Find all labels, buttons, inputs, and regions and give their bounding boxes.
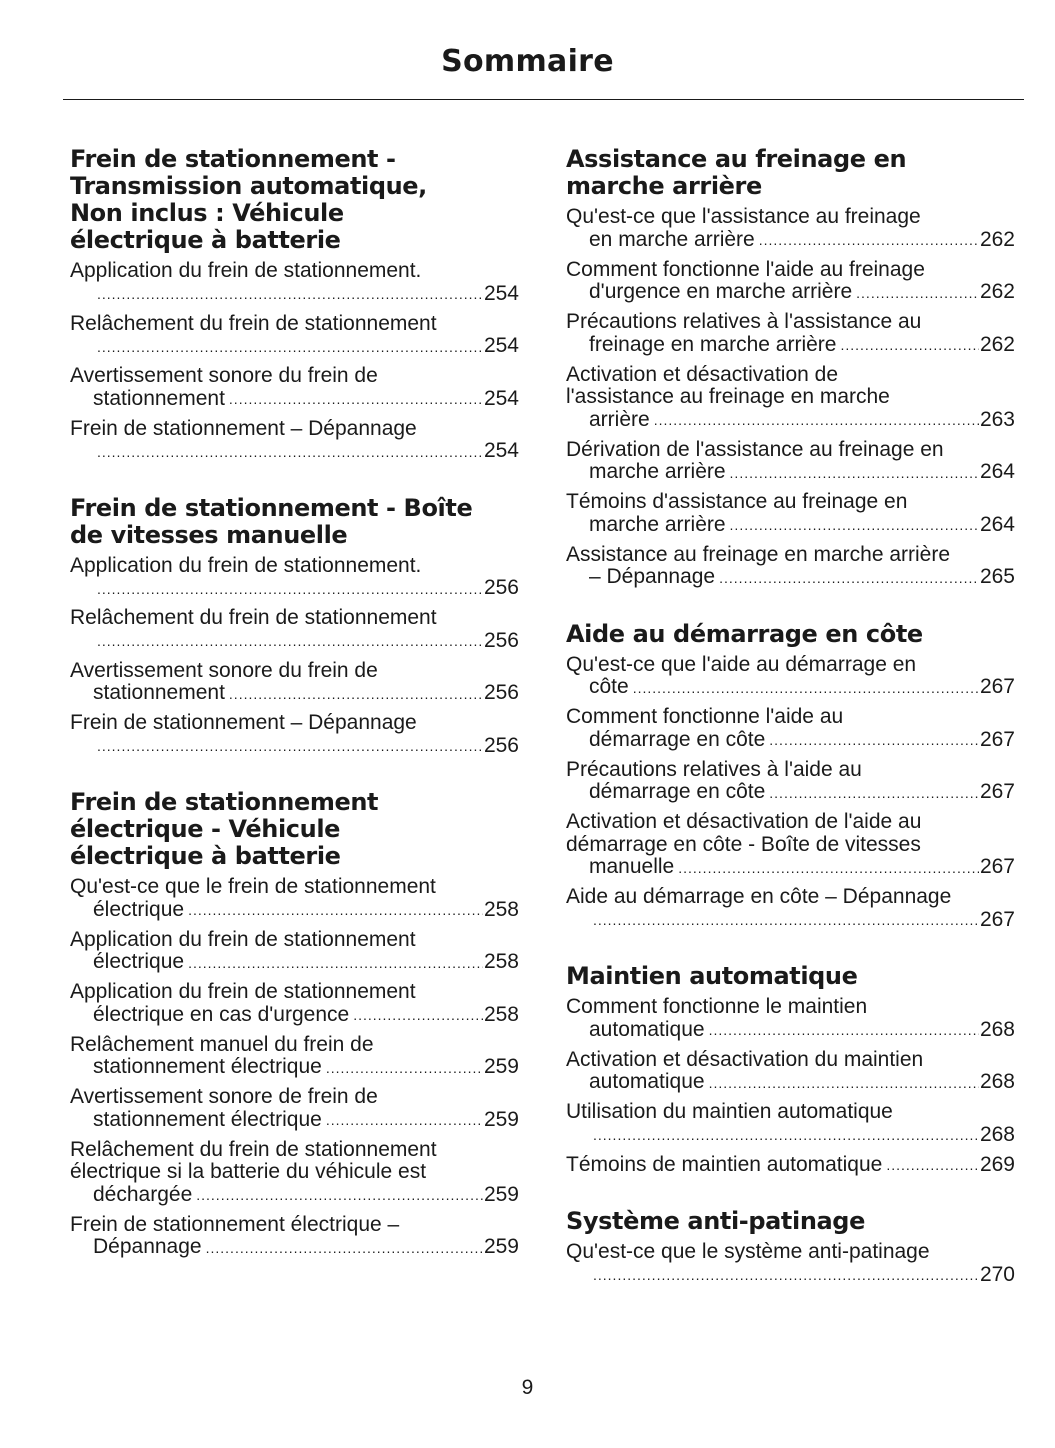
toc-entry-text: Relâchement manuel du frein de <box>70 1032 374 1056</box>
dot-leaders <box>326 1111 483 1129</box>
toc-entry[interactable] <box>566 364 1015 432</box>
dot-leaders <box>229 390 483 408</box>
toc-entry-leader-row <box>589 281 1015 304</box>
toc-entry-text: Avertissement sonore de frein de <box>70 1085 378 1108</box>
toc-page-number: 256 <box>483 733 519 757</box>
toc-entry-leader-row <box>589 676 1015 699</box>
toc-entry[interactable] <box>70 418 519 463</box>
toc-entry-text: Témoins de maintien automatique <box>566 1152 883 1176</box>
section-title-line: Maintien automatique <box>566 962 858 990</box>
toc-section <box>70 146 519 463</box>
toc-entry-text: Comment fonctionne l'aide au freinage <box>566 257 925 281</box>
toc-page-number: 267 <box>979 727 1015 751</box>
toc-page-number: 254 <box>483 439 519 462</box>
toc-entry[interactable] <box>70 1034 519 1079</box>
toc-entry-leader-row <box>566 1154 1015 1177</box>
toc-entry-text: manuelle <box>589 855 675 878</box>
toc-section <box>70 495 519 758</box>
toc-entry-text: freinage en marche arrière <box>589 332 837 356</box>
toc-entry-text: stationnement électrique <box>93 1107 322 1131</box>
toc-page-number: 267 <box>979 907 1015 931</box>
toc-entry-text: Précautions relatives à l'assistance au <box>566 310 922 333</box>
toc-entry-leader-row <box>93 1109 519 1132</box>
toc-entry-leader-row <box>93 283 519 306</box>
toc-entry-leader-row <box>93 388 519 411</box>
toc-entry-text: Frein de stationnement électrique – <box>70 1212 400 1236</box>
toc-entry-leader-row <box>589 1071 1015 1094</box>
toc-entry-text: marche arrière <box>589 512 726 536</box>
toc-entry-text: Frein de stationnement – Dépannage <box>70 416 417 440</box>
toc-entry-text: Comment fonctionne l'aide au <box>566 705 844 728</box>
toc-page-number: 267 <box>979 675 1015 698</box>
toc-page-number: 264 <box>979 460 1015 483</box>
toc-page-number: 265 <box>979 565 1015 588</box>
toc-entry-leader-row <box>589 461 1015 484</box>
toc-entry-text: Témoins d'assistance au freinage en <box>566 490 908 513</box>
toc-entry[interactable] <box>566 1101 1015 1146</box>
toc-page-number: 254 <box>483 281 519 305</box>
toc-entry[interactable] <box>566 1049 1015 1094</box>
toc-entry-leader-row <box>93 577 519 600</box>
toc-page-number: 259 <box>483 1235 519 1258</box>
dot-leaders <box>840 336 978 354</box>
toc-page-number: 262 <box>979 332 1015 356</box>
toc-entry-text: électrique si la batterie du véhicule est <box>70 1160 427 1183</box>
section-title-line: Frein de stationnement - <box>70 145 396 173</box>
toc-entry-leader-row <box>589 229 1015 252</box>
section-title <box>566 1208 1015 1235</box>
toc-entry-text: Activation et désactivation de <box>566 362 838 386</box>
dot-leaders <box>97 737 483 755</box>
toc-entry[interactable] <box>70 1086 519 1131</box>
toc-page-number: 268 <box>979 1122 1015 1146</box>
toc-entry-leader-row <box>589 1124 1015 1147</box>
section-title-line: électrique à batterie <box>70 842 341 870</box>
toc-entry-text: d'urgence en marche arrière <box>589 280 853 303</box>
toc-page-number: 256 <box>483 576 519 599</box>
toc-entry[interactable] <box>70 876 519 921</box>
toc-entry[interactable] <box>70 365 519 410</box>
section-title <box>566 146 1015 200</box>
dot-leaders <box>206 1239 483 1257</box>
toc-entry[interactable] <box>566 886 1015 931</box>
dot-leaders <box>769 784 979 802</box>
toc-page-number: 254 <box>483 386 519 410</box>
toc-entry-leader-row <box>589 1264 1015 1287</box>
toc-entry-leader-row <box>93 1056 519 1079</box>
toc-page-number: 254 <box>483 334 519 357</box>
toc-section <box>566 1208 1015 1286</box>
dot-leaders <box>678 859 979 877</box>
toc-entry-text: Dépannage <box>93 1235 202 1258</box>
toc-entry[interactable] <box>566 654 1015 699</box>
toc-entry-leader-row <box>93 951 519 974</box>
toc-entry-text: Activation et désactivation du maintien <box>566 1047 924 1071</box>
dot-leaders <box>97 338 483 356</box>
toc-entry-leader-row <box>589 729 1015 752</box>
toc-entry[interactable] <box>566 311 1015 356</box>
toc-entry-text: en marche arrière <box>589 227 755 251</box>
toc-entry-text: arrière <box>589 407 650 431</box>
toc-entry-leader-row <box>589 909 1015 932</box>
toc-page-number: 262 <box>979 227 1015 251</box>
dot-leaders <box>769 731 979 749</box>
dot-leaders <box>593 1126 979 1144</box>
toc-entry[interactable] <box>566 491 1015 536</box>
toc-entry-text: Frein de stationnement – Dépannage <box>70 711 417 734</box>
toc-entry[interactable] <box>70 929 519 974</box>
toc-entry[interactable] <box>566 1154 1015 1177</box>
dot-leaders <box>730 516 979 534</box>
toc-section <box>566 963 1015 1176</box>
toc-entry[interactable] <box>70 260 519 305</box>
toc-entry-text: Application du frein de stationnement <box>70 980 416 1003</box>
section-title-line: Transmission automatique, <box>70 172 427 200</box>
toc-section <box>70 789 519 1259</box>
toc-entry[interactable] <box>70 660 519 705</box>
toc-page-number: 262 <box>979 280 1015 303</box>
toc-page-number: 258 <box>483 950 519 973</box>
toc-entry[interactable] <box>70 712 519 757</box>
page-number: 9 <box>521 1376 534 1399</box>
toc-entry-text: Dérivation de l'assistance au freinage en <box>566 437 944 461</box>
toc-entry-text: l'assistance au freinage en marche <box>566 385 890 408</box>
dot-leaders <box>633 679 979 697</box>
toc-entry-leader-row <box>93 1236 519 1259</box>
toc-entry-leader-row <box>93 1184 519 1207</box>
toc-entry-text: marche arrière <box>589 460 726 483</box>
toc-entry-text: Relâchement du frein de stationnement <box>70 1137 437 1161</box>
toc-entry[interactable] <box>70 981 519 1026</box>
toc-entry-leader-row <box>93 899 519 922</box>
toc-entry-text: Assistance au freinage en marche arrière <box>566 542 951 566</box>
section-title <box>70 789 519 870</box>
toc-entry[interactable] <box>70 607 519 652</box>
dot-leaders <box>886 1156 979 1174</box>
toc-entry-text: stationnement <box>93 386 225 410</box>
section-title-line: marche arrière <box>566 172 762 200</box>
toc-entry[interactable] <box>70 1139 519 1207</box>
dot-leaders <box>188 901 483 919</box>
dot-leaders <box>97 443 483 461</box>
toc-entry[interactable] <box>566 439 1015 484</box>
toc-entry-leader-row <box>93 682 519 705</box>
toc-entry-text: démarrage en côte - Boîte de vitesses <box>566 832 921 856</box>
toc-entry[interactable] <box>70 1214 519 1259</box>
toc-entry[interactable] <box>566 706 1015 751</box>
toc-entry[interactable] <box>566 206 1015 251</box>
toc-page-number: 264 <box>979 512 1015 536</box>
toc-page-number: 258 <box>483 1002 519 1026</box>
toc-entry[interactable] <box>566 1241 1015 1286</box>
section-title-line: Frein de stationnement - Boîte <box>70 493 473 522</box>
toc-entry[interactable] <box>70 313 519 358</box>
toc-entry-leader-row <box>589 334 1015 357</box>
toc-entry-text: Avertissement sonore du frein de <box>70 364 378 387</box>
toc-entry-text: Qu'est-ce que le système anti-patinage <box>566 1240 930 1263</box>
toc-page-number: 258 <box>483 897 519 921</box>
section-title <box>566 621 1015 648</box>
toc-page-number: 269 <box>979 1152 1015 1176</box>
toc-entry-text: Qu'est-ce que l'aide au démarrage en <box>566 652 917 676</box>
toc-section <box>566 146 1015 589</box>
toc-entry-text: Avertissement sonore du frein de <box>70 658 378 682</box>
toc-entry-leader-row <box>589 566 1015 589</box>
toc-entry-text: Qu'est-ce que le frein de stationnement <box>70 875 436 898</box>
toc-entry[interactable] <box>70 555 519 600</box>
section-title-line: électrique - Véhicule <box>70 815 341 843</box>
toc-page-number: 259 <box>483 1182 519 1206</box>
toc-page-number: 263 <box>979 407 1015 431</box>
toc-entry[interactable] <box>566 759 1015 804</box>
dot-leaders <box>593 1266 979 1284</box>
toc-entry-text: Relâchement du frein de stationnement <box>70 606 437 629</box>
toc-left-column <box>70 146 519 1291</box>
section-title-line: Frein de stationnement <box>70 788 379 816</box>
toc-entry-text: déchargée <box>93 1182 193 1206</box>
toc-page-number: 267 <box>979 855 1015 878</box>
toc-entry-leader-row <box>589 856 1015 879</box>
toc-entry-text: démarrage en côte <box>589 780 766 803</box>
toc-entry-text: Application du frein de stationnement <box>70 927 416 951</box>
toc-entry-text: automatique <box>589 1017 705 1041</box>
toc-page-number: 259 <box>483 1107 519 1131</box>
dot-leaders <box>353 1006 483 1024</box>
toc-entry-leader-row <box>93 335 519 358</box>
toc-entry-text: côte <box>589 675 629 698</box>
dot-leaders <box>196 1186 483 1204</box>
toc-entry-text: Qu'est-ce que l'assistance au freinage <box>566 205 921 228</box>
section-title-line: Non inclus : Véhicule <box>70 199 344 227</box>
toc-entry[interactable] <box>566 259 1015 304</box>
toc-page-number: 256 <box>483 681 519 704</box>
page-title: Sommaire <box>441 44 614 79</box>
dot-leaders <box>97 632 483 650</box>
section-title-line: électrique à batterie <box>70 226 341 254</box>
dot-leaders <box>97 580 483 598</box>
section-title-line: Assistance au freinage en <box>566 145 907 173</box>
section-title <box>70 495 519 549</box>
toc-entry-text: électrique <box>93 950 185 973</box>
toc-page-number: 268 <box>979 1070 1015 1093</box>
dot-leaders <box>759 231 979 249</box>
toc-page-number: 267 <box>979 780 1015 803</box>
toc-page-number: 259 <box>483 1055 519 1078</box>
toc-entry-leader-row <box>589 514 1015 537</box>
toc-entry-leader-row <box>93 735 519 758</box>
toc-entry-text: Relâchement du frein de stationnement <box>70 311 437 335</box>
toc-entry-text: stationnement électrique <box>93 1055 322 1078</box>
toc-entry[interactable] <box>566 996 1015 1041</box>
toc-entry-leader-row <box>93 1004 519 1027</box>
dot-leaders <box>730 464 979 482</box>
toc-entry-text: Précautions relatives à l'aide au <box>566 757 862 781</box>
toc-entry-text: électrique <box>93 897 185 921</box>
dot-leaders <box>593 911 979 929</box>
dot-leaders <box>229 685 483 703</box>
dot-leaders <box>709 1074 979 1092</box>
toc-entry-text: Application du frein de stationnement. <box>70 259 422 282</box>
toc-entry-leader-row <box>93 440 519 463</box>
title-divider <box>63 99 1024 100</box>
toc-entry-text: Aide au démarrage en côte – Dépannage <box>566 885 952 908</box>
toc-entry-leader-row <box>93 630 519 653</box>
dot-leaders <box>709 1021 979 1039</box>
toc-entry-text: Utilisation du maintien automatique <box>566 1100 893 1123</box>
toc-entry-text: électrique en cas d'urgence <box>93 1002 350 1026</box>
section-title-line: de vitesses manuelle <box>70 520 348 549</box>
dot-leaders <box>719 569 979 587</box>
toc-entry[interactable] <box>566 544 1015 589</box>
toc-entry-text: démarrage en côte <box>589 727 766 751</box>
toc-page-number: 270 <box>979 1262 1015 1286</box>
toc-page-number: 268 <box>979 1017 1015 1041</box>
toc-entry-text: Comment fonctionne le maintien <box>566 995 868 1018</box>
toc-entry-leader-row <box>589 781 1015 804</box>
dot-leaders <box>97 285 483 303</box>
toc-right-column <box>566 146 1015 1318</box>
dot-leaders <box>654 411 979 429</box>
toc-entry-text: stationnement <box>93 681 225 704</box>
section-title <box>566 963 1015 990</box>
toc-section <box>566 621 1015 932</box>
toc-entry-text: automatique <box>589 1070 705 1093</box>
dot-leaders <box>188 954 483 972</box>
toc-entry-text: Activation et désactivation de l'aide au <box>566 810 922 833</box>
toc-entry-leader-row <box>589 409 1015 432</box>
toc-page-number: 256 <box>483 628 519 652</box>
toc-entry-text: Application du frein de stationnement. <box>70 553 422 577</box>
section-title-line: Aide au démarrage en côte <box>566 619 923 648</box>
dot-leaders <box>856 284 979 302</box>
toc-entry[interactable] <box>566 811 1015 879</box>
dot-leaders <box>326 1059 483 1077</box>
toc-entry-leader-row <box>589 1019 1015 1042</box>
section-title-line: Système anti-patinage <box>566 1207 865 1235</box>
toc-entry-text: – Dépannage <box>589 565 716 588</box>
section-title <box>70 146 519 254</box>
